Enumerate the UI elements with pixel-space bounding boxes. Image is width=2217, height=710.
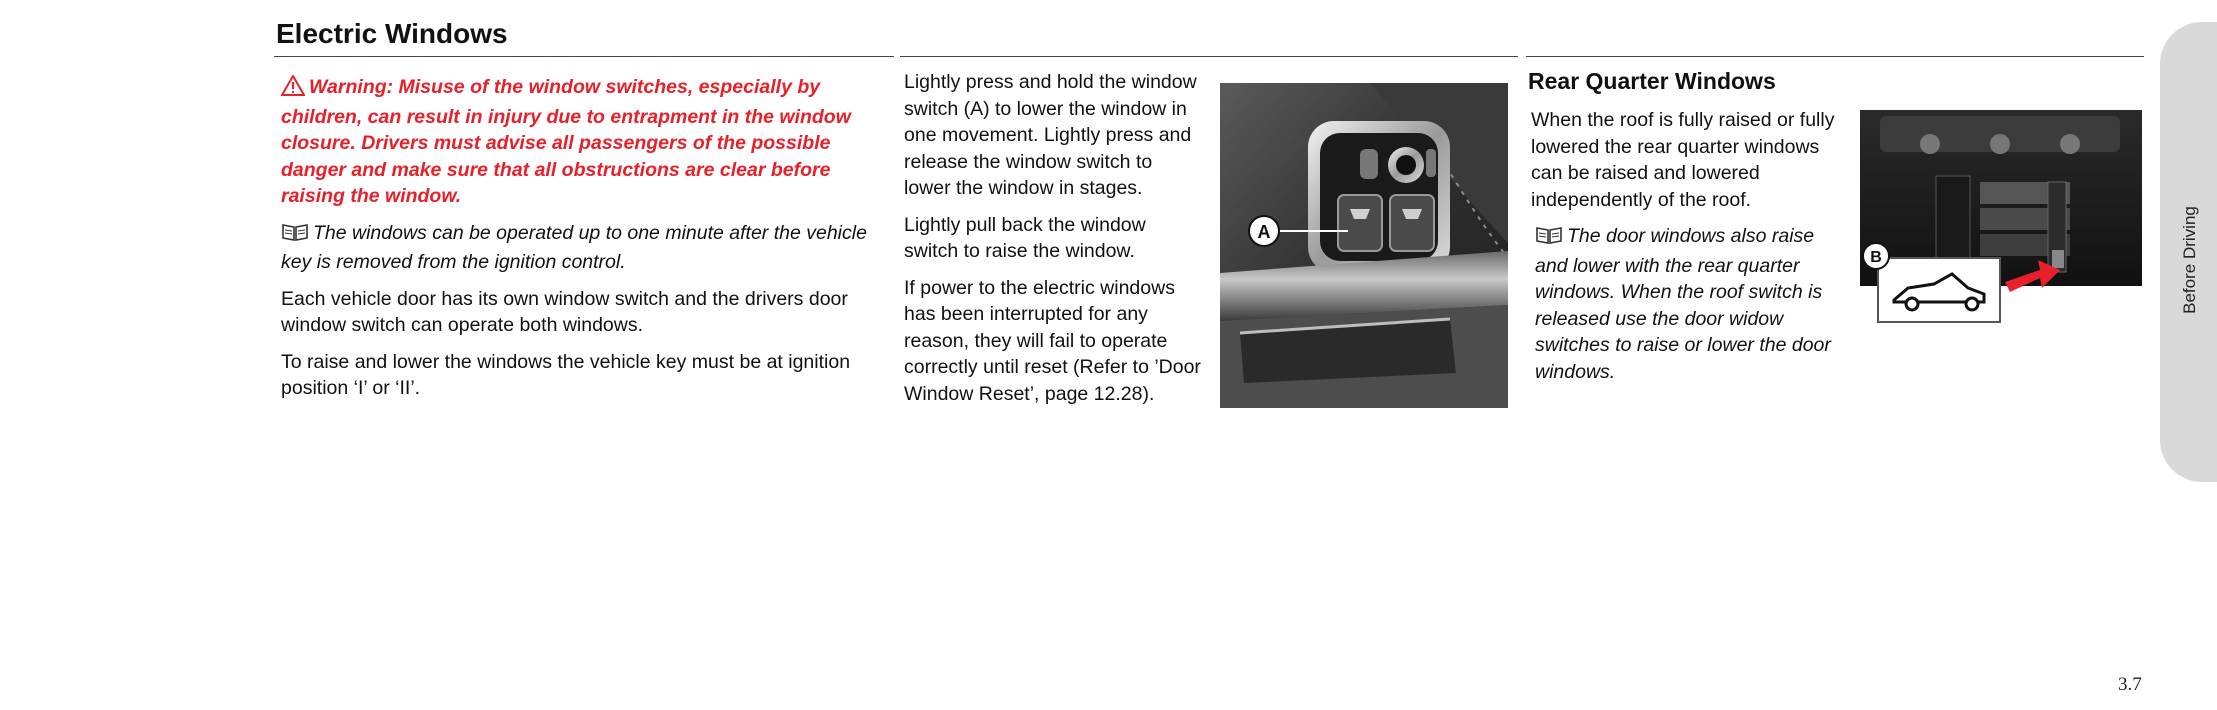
note-text: The door windows also raise and lower with the rear quarter windows. When the roof switch is released use the door widow switches to raise or lower the door windows. <box>1535 225 1831 383</box>
paragraph: To raise and lower the windows the vehicle key must be at ignition position ‘I’ or ‘II’. <box>281 350 851 399</box>
warning-text: Warning: Misuse of the window switches, especially by children, can result in injury due to entrapment in the window closure. Drivers must advise all passengers of the possible danger and make sure that all obstructions are clear before raising the window. <box>281 76 851 207</box>
column-2 <box>904 69 1204 417</box>
note-text: The windows can be operated up to one minute after the vehicle key is removed from the ignition control. <box>281 221 867 273</box>
note-block <box>281 220 891 276</box>
column-rule-1 <box>274 56 894 57</box>
book-note-icon <box>1535 225 1563 253</box>
section-heading: Rear Quarter Windows <box>1528 68 1776 94</box>
paragraph: If power to the electric windows has been interrupted for any reason, they will fail to operate correctly until reset (Refer to ’Door Window Reset’, page 12.28). <box>904 276 1201 405</box>
paragraph: When the roof is fully raised or fully lowered the rear quarter windows can be raised and lowered independently of the roof. <box>1531 109 1835 211</box>
book-note-icon <box>281 222 309 250</box>
column-rule-3 <box>1526 56 2144 57</box>
column-rule-2 <box>900 56 1518 57</box>
warning-block <box>281 74 891 210</box>
paragraph: Each vehicle door has its own window switch and the drivers door window switch can operate both windows. <box>281 287 848 336</box>
callout-b-label: B <box>1870 249 1882 266</box>
warning-triangle-icon <box>281 75 305 104</box>
callout-a-label: A <box>1257 222 1271 242</box>
column-3-text <box>1531 107 1851 395</box>
window-switch-image <box>1220 83 1508 408</box>
column-1 <box>281 74 891 412</box>
paragraph: Lightly pull back the window switch to raise the window. <box>904 213 1146 262</box>
side-tab-label: Before Driving <box>2180 206 2199 314</box>
page-title: Electric Windows <box>276 18 508 49</box>
note-block <box>1535 223 1851 385</box>
paragraph: Lightly press and hold the window switch (A) to lower the window in one movement. Lightly press and release the window switch to lower the window in stages. <box>904 71 1197 199</box>
page-number: 3.7 <box>2118 674 2142 695</box>
roof-switch-image <box>1860 110 2142 326</box>
